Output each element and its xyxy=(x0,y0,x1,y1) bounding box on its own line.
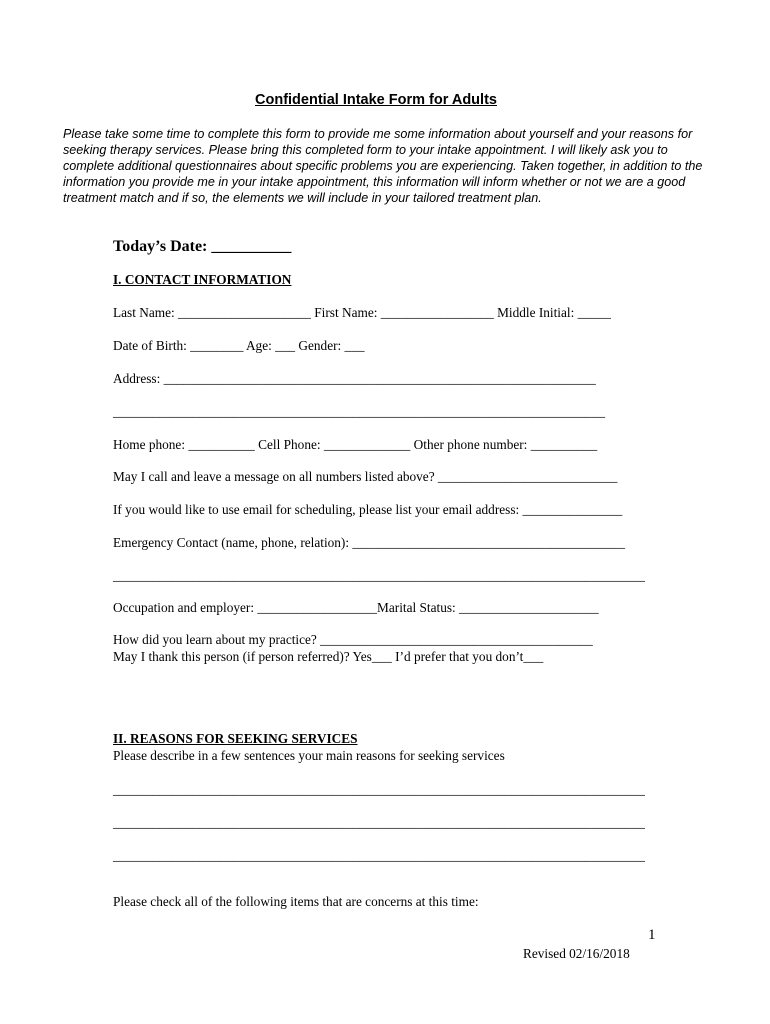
reasons-answer-line[interactable]: ________________________________________________________________________________ xyxy=(113,782,645,797)
emergency-contact-field[interactable]: Emergency Contact (name, phone, relation): _________________________________________ xyxy=(113,535,625,550)
emergency-contact-field-continued[interactable]: ________________________________________________________________________________ xyxy=(113,568,645,583)
reasons-for-services-heading: II. REASONS FOR SEEKING SERVICES xyxy=(113,731,358,746)
reasons-answer-line[interactable]: ________________________________________________________________________________ xyxy=(113,815,645,830)
todays-date-field[interactable]: Today’s Date: __________ xyxy=(113,238,292,255)
name-fields-line[interactable]: Last Name: ____________________ First Name: _________________ Middle Initial: _____ xyxy=(113,305,611,320)
reasons-answer-line[interactable]: ________________________________________________________________________________ xyxy=(113,848,645,863)
concerns-prompt: Please check all of the following items that are concerns at this time: xyxy=(113,894,479,909)
form-title: Confidential Intake Form for Adults xyxy=(255,92,497,108)
address-field[interactable]: Address: _________________________________________________________________ xyxy=(113,371,596,386)
email-field[interactable]: If you would like to use email for scheduling, please list your email address: _______________ xyxy=(113,502,623,517)
thank-referrer-choice-line[interactable]: May I thank this person (if person referred)? Yes___ I’d prefer that you don’t___ xyxy=(113,649,544,664)
page-number: 1 xyxy=(648,927,656,943)
referral-source-field[interactable]: How did you learn about my practice? _________________________________________ xyxy=(113,632,593,647)
birth-age-gender-line[interactable]: Date of Birth: ________ Age: ___ Gender: ___ xyxy=(113,338,365,353)
phone-fields-line[interactable]: Home phone: __________ Cell Phone: _____________ Other phone number: __________ xyxy=(113,437,598,452)
occupation-marital-status-line[interactable]: Occupation and employer: __________________Marital Status: _____________________ xyxy=(113,600,599,615)
leave-message-field[interactable]: May I call and leave a message on all numbers listed above? ___________________________ xyxy=(113,469,618,484)
intro-paragraph: Please take some time to complete this form to provide me some information about yourself and your reasons for seeking therapy services. Please bring this completed form to your intake appointment. I will likely ask you to complete additional questionnaires about specific problems you are experiencing. Taken together, in addition to the information you provide me in your intake appointment, this information will inform whether or not we are a good treatment match and if so, the elements we will include in your tailored treatment plan. xyxy=(63,127,703,205)
reasons-prompt: Please describe in a few sentences your main reasons for seeking services xyxy=(113,748,505,763)
address-field-continued[interactable]: __________________________________________________________________________ xyxy=(113,404,605,419)
revision-date: Revised 02/16/2018 xyxy=(523,946,630,961)
contact-information-heading: I. CONTACT INFORMATION xyxy=(113,272,292,287)
